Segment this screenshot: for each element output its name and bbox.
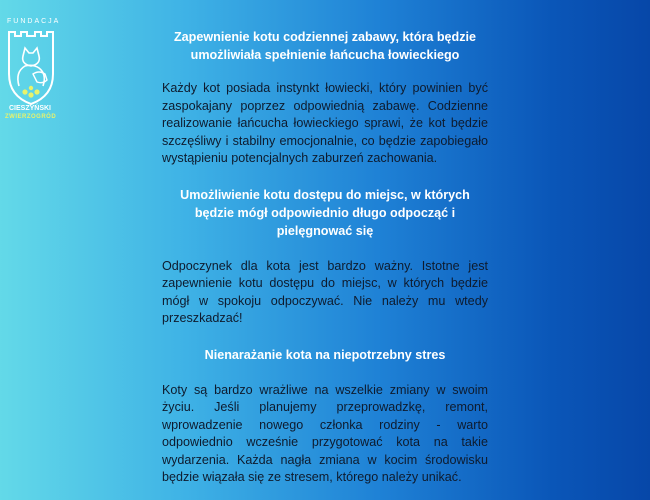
foundation-logo: [3, 18, 59, 126]
section-paragraph: Koty są bardzo wrażliwe na wszelkie zmiany w swoim życiu. Jeśli planujemy przeprowadzkę, remont, wprowadzenie nowego członka rodziny - warto odpowiednio wcześnie przygotować kota na takie wydarzenia. Każda nagła zmiana w kocim środowisku będzie wiązała się ze stresem, którego należy unikać.: [162, 382, 488, 484]
section-paragraph: Każdy kot posiada instynkt łowiecki, który powinien być zaspokajany poprzez odpowiednią zabawę. Codzienne realizowanie łańcucha łowieckiego sprawi, że kot będzie szczęśliwy i stabilny emocjonalnie, co będzie zapobiegało wystąpieniu potencjalnych zaburzeń zachowania.: [162, 81, 488, 165]
article-content: [162, 28, 488, 487]
section-heading: Umożliwienie kotu dostępu do miejsc, w których będzie mógł odpowiednio długo odpocząć i pielęgnować się: [180, 187, 470, 238]
section-paragraph: Odpoczynek dla kota jest bardzo ważny. Istotne jest zapewnienie kotu dostępu do miejsc, w których będzie mógł w spokoju odpoczywać. Nie należy mu wtedy przeszkadzać!: [162, 258, 488, 325]
section-heading: Nienarażanie kota na niepotrzebny stres: [204, 347, 446, 362]
logo-subtitle: ZWIERZOGRÓD: [5, 114, 57, 120]
logo-name: CIESZYŃSKI: [9, 105, 52, 112]
section-heading: Zapewnienie kotu codziennej zabawy, która będzie umożliwiała spełnienie łańcucha łowieckiego: [173, 30, 477, 62]
shield-cat-emblem-icon: [3, 28, 59, 106]
logo-foundation-label: FUNDACJA: [7, 18, 61, 25]
